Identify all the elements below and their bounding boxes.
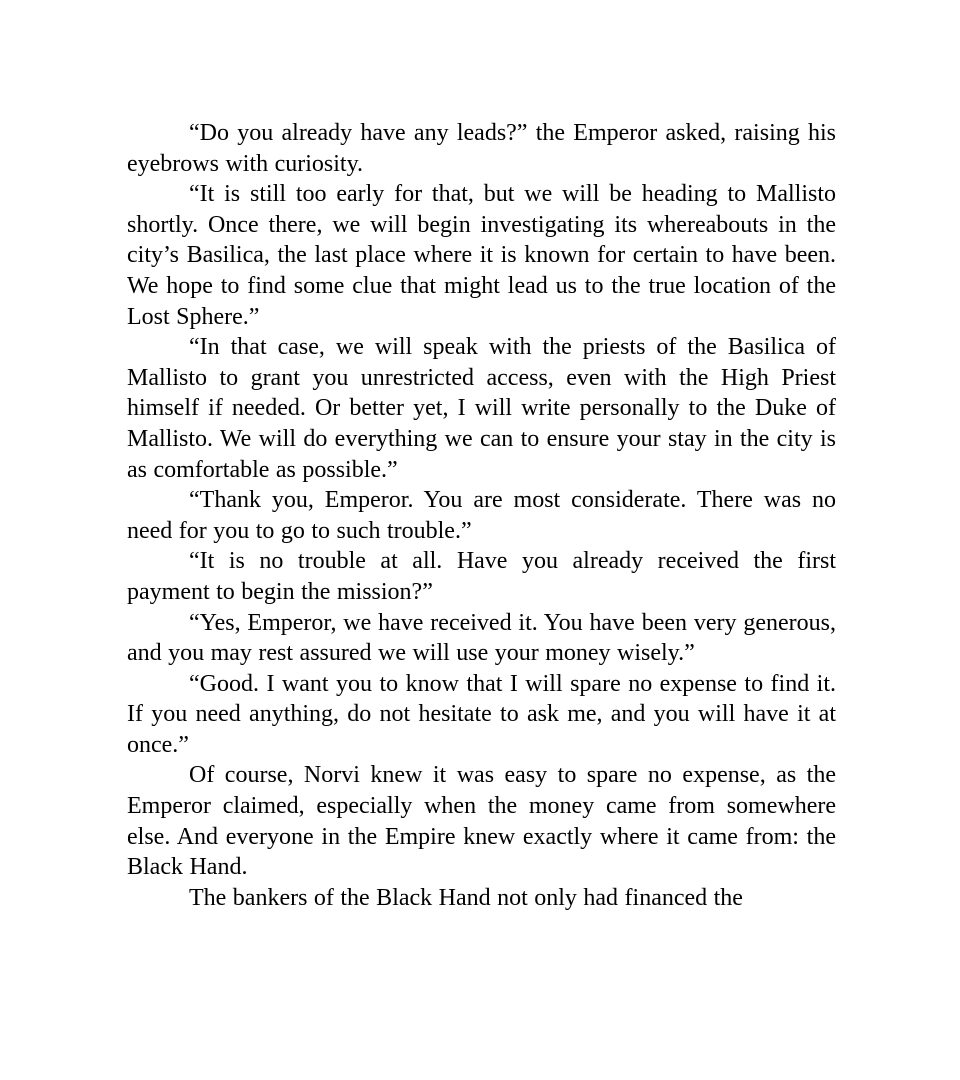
paragraph-narration-norvi-black-hand: Of course, Norvi knew it was easy to spare no expense, as the Emperor claimed, especially when the money came from somewhere else. And everyone in the Empire knew exactly where it came from: the Black Hand.: [127, 762, 836, 881]
body-text-block: [127, 118, 836, 913]
paragraph-dialogue-heading-to-mallisto: “It is still too early for that, but we will be heading to Mallisto shortly. Once there, we will begin investigating its whereabouts in the city’s Basilica, the last place where it is known for certain to have been. We hope to find some clue that might lead us to the true location of the Lost Sphere.”: [127, 181, 836, 330]
paragraph-dialogue-no-trouble-payment: “It is no trouble at all. Have you already received the first payment to begin the mission?”: [127, 548, 836, 605]
paragraph-dialogue-priests-of-basilica: “In that case, we will speak with the priests of the Basilica of Mallisto to grant you unrestricted access, even with the High Priest himself if needed. Or better yet, I will write personally to the Duke of Mallisto. We will do everything we can to ensure your stay in the city is as comfortable as possible.”: [127, 334, 836, 483]
paragraph-dialogue-emperor-leads: “Do you already have any leads?” the Emperor asked, raising his eyebrows with curiosity.: [127, 120, 836, 177]
paragraph-dialogue-thank-you-emperor: “Thank you, Emperor. You are most considerate. There was no need for you to go to such trouble.”: [127, 487, 836, 544]
paragraph-dialogue-yes-emperor-generous: “Yes, Emperor, we have received it. You have been very generous, and you may rest assured we will use your money wisely.”: [127, 609, 836, 667]
paragraph-narration-bankers-black-hand: The bankers of the Black Hand not only had financed the: [189, 884, 743, 911]
paragraph-dialogue-spare-no-expense: “Good. I want you to know that I will spare no expense to find it. If you need anything, do not hesitate to ask me, and you will have it at once.”: [127, 670, 836, 758]
